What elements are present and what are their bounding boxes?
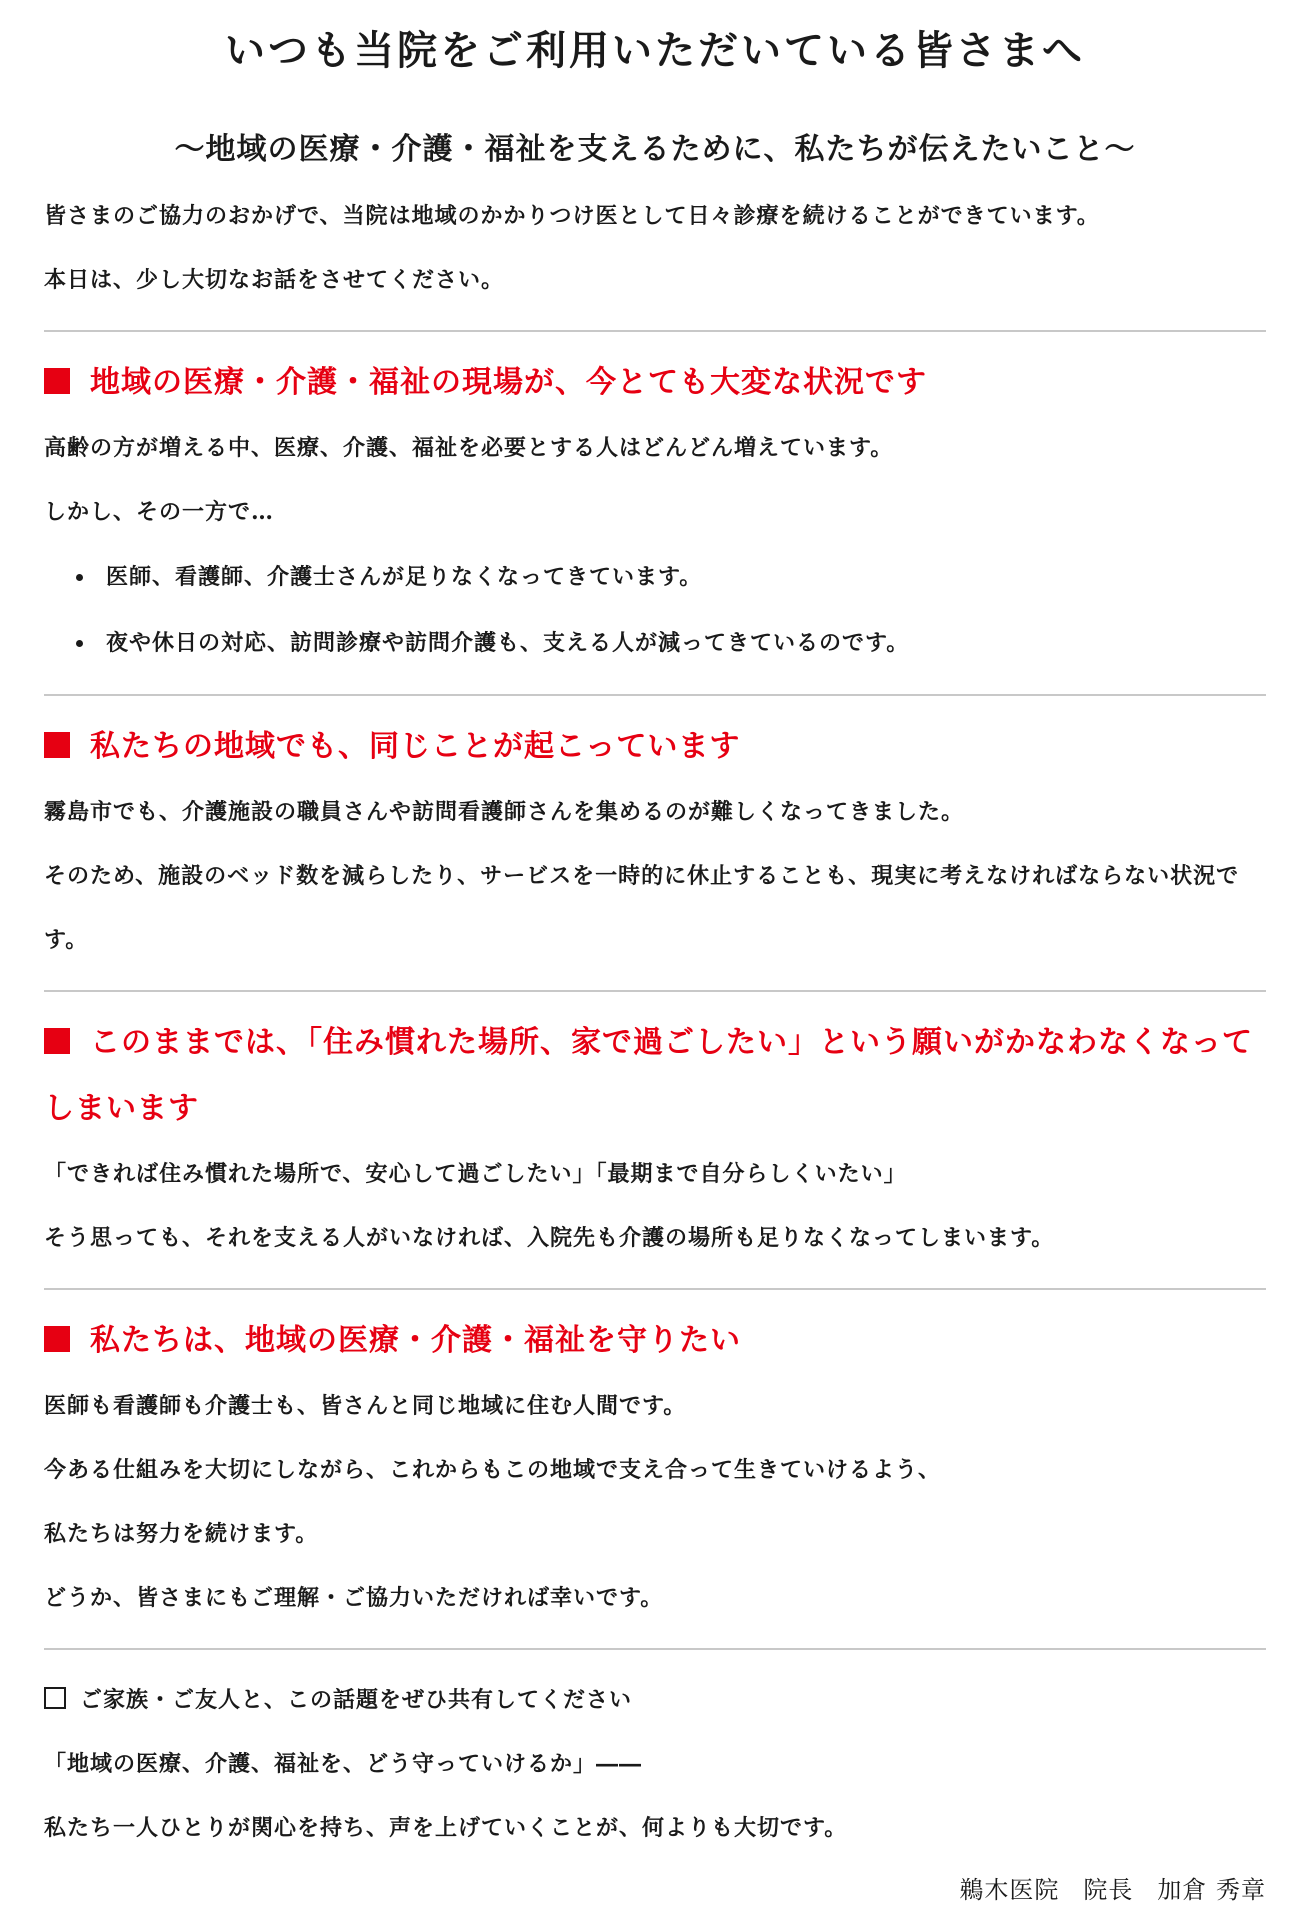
signature-name: 加倉 秀章 [1157,1876,1266,1904]
section-heading [44,1010,1266,1142]
divider [44,694,1266,696]
section-paragraph: 私たちは努力を続けます。 [44,1521,319,1547]
section-wish-at-risk [44,1010,1266,1270]
section-paragraph: 「できれば住み慣れた場所で、安心して過ごしたい」「最期まで自分らしくいたい」 [44,1161,907,1187]
bullet-item: 夜や休日の対応、訪問診療や訪問介護も、支える人が減ってきているのです。 [106,610,1266,676]
divider [44,990,1266,992]
intro-paragraph: 本日は、少し大切なお話をさせてください。 [44,267,505,293]
section-paragraph: 高齢の方が増える中、医療、介護、福祉を必要とする人はどんどん増えています。 [44,435,894,461]
section-paragraph: 今ある仕組みを大切にしながら、これからもこの地域で支え合って生きていけるよう、 [44,1457,942,1483]
section-paragraph: しかし、その一方で… [44,499,275,525]
divider [44,1288,1266,1290]
section-heading [44,714,1266,780]
red-square-icon [44,368,70,394]
page-title: いつも当院をご利用いただいている皆さまへ [225,27,1085,74]
red-square-icon [44,1028,70,1054]
section-we-want-to-protect [44,1308,1266,1630]
intro-paragraph: 皆さまのご協力のおかげで、当院は地域のかかりつけ医として日々診療を続けることができています。 [44,203,1100,229]
section-heading [44,1308,1266,1374]
section-heading-text: このままでは、「住み慣れた場所、家で過ごしたい」という願いがかなわなくなってしまいます [44,1025,1253,1126]
share-checkbox-line [44,1668,1266,1732]
section-current-situation [44,350,1266,676]
intro [44,184,1266,312]
red-square-icon [44,732,70,758]
bullet-item: 医師、看護師、介護士さんが足りなくなってきています。 [106,544,1266,610]
share-checkbox-label: ご家族・ご友人と、この話題をぜひ共有してください [80,1687,633,1713]
red-square-icon [44,1326,70,1352]
section-local-situation [44,714,1266,972]
section-paragraph: どうか、皆さまにもご理解・ご協力いただければ幸いです。 [44,1585,664,1611]
checkbox-icon [44,1687,66,1709]
section-paragraph: そう思っても、それを支える人がいなければ、入院先も介護の場所も足りなくなってしまいます。 [44,1225,1055,1251]
share-section [44,1668,1266,1860]
signature [935,1870,1266,1910]
section-heading [44,350,1266,416]
page-subtitle: 〜地域の医療・介護・福祉を支えるために、私たちが伝えたいこと〜 [174,132,1136,167]
share-closing: 私たち一人ひとりが関心を持ち、声を上げていくことが、何よりも大切です。 [44,1815,848,1841]
signature-role: 院長 [1083,1876,1134,1904]
section-heading-text: 私たちの地域でも、同じことが起こっています [90,729,741,764]
divider [44,330,1266,332]
bullet-list [44,544,1266,676]
section-paragraph: そのため、施設のベッド数を減らしたり、サービスを一時的に休止することも、現実に考えなければならない状況です。 [44,863,1240,953]
share-quote: 「地域の医療、介護、福祉を、どう守っていけるか」―― [44,1751,643,1777]
section-paragraph: 医師も看護師も介護士も、皆さんと同じ地域に住む人間です。 [44,1393,687,1419]
section-paragraph: 霧島市でも、介護施設の職員さんや訪問看護師さんを集めるのが難しくなってきました。 [44,799,965,825]
section-heading-text: 地域の医療・介護・福祉の現場が、今とても大変な状況です [90,365,927,400]
divider [44,1648,1266,1650]
signature-clinic: 鵜木医院 [959,1876,1060,1904]
section-heading-text: 私たちは、地域の医療・介護・福祉を守りたい [90,1323,741,1358]
